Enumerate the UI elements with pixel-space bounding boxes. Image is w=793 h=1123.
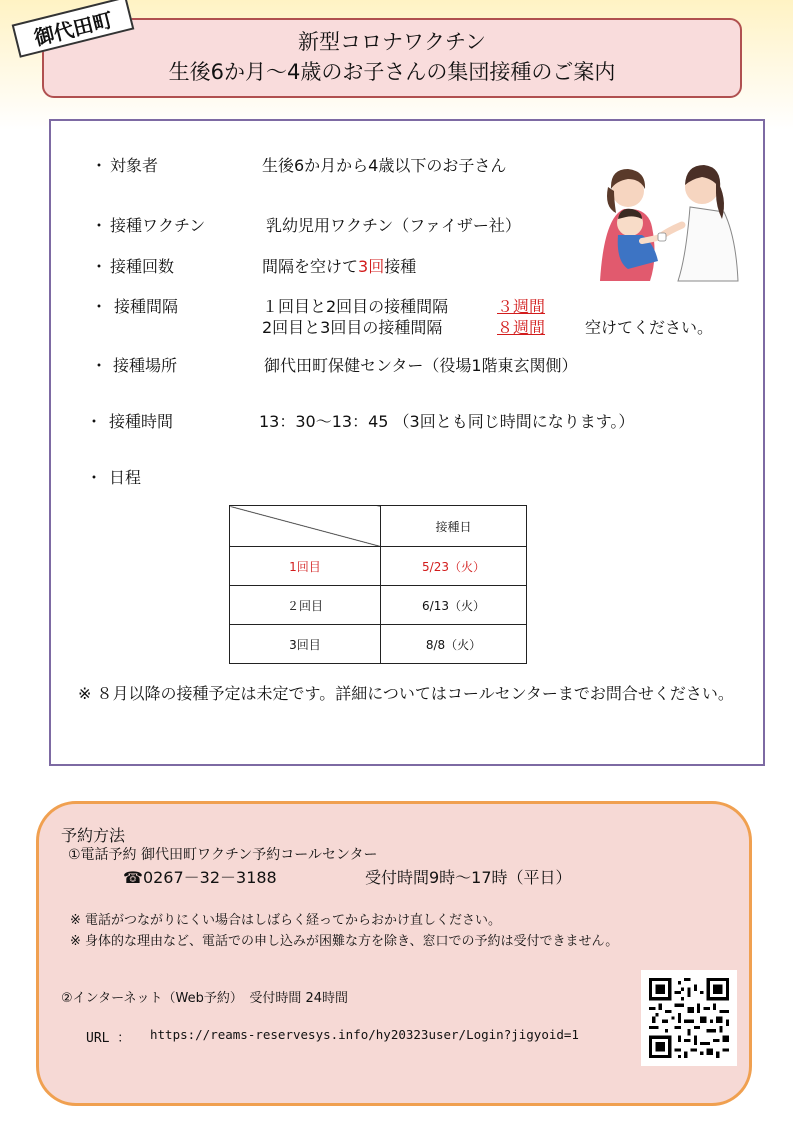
schedule-note: ※ ８月以降の接種予定は未定です。詳細についてはコールセンターまでお問合せください。 — [78, 684, 734, 703]
schedule-label: 日程 — [109, 468, 142, 487]
dose-count-highlight: 3回 — [358, 257, 385, 276]
dose-count-value — [262, 256, 416, 278]
phone-hours: 受付時間9時～17時（平日） — [365, 868, 572, 887]
bullet: ・ — [91, 297, 108, 316]
phone-title: ①電話予約 御代田町ワクチン予約コールセンター — [68, 847, 378, 863]
interval-line2: 2回目と3回目の接種間隔 — [262, 318, 443, 337]
bullet: ・ — [86, 468, 103, 487]
time-label: 接種時間 — [109, 412, 174, 431]
dose-cell: 3回目 — [230, 625, 381, 664]
url-label: URL ： — [86, 1031, 131, 1046]
interval-line2-weeks: ８週間 — [497, 318, 546, 337]
bullet: ・ — [91, 156, 108, 175]
title-line1: 新型コロナワクチン — [298, 30, 486, 54]
date-cell: 8/8（火） — [381, 625, 527, 664]
vaccine-value: 乳幼児用ワクチン（ファイザー社） — [266, 216, 521, 235]
reservation-heading: 予約方法 — [61, 826, 126, 845]
phone-note-2: ※ 身体的な理由など、電話での申し込みが困難な方を除き、窓口での予約は受付できません。 — [70, 934, 619, 949]
interval-line1-weeks: ３週間 — [497, 297, 546, 316]
table-row — [230, 586, 527, 625]
dose-cell: ２回目 — [230, 586, 381, 625]
interval-line2-post: 空けてください。 — [585, 318, 714, 337]
reservation-url-link[interactable]: https://reams-reservesys.info/hy20323user/Login?jigyoid=1 — [150, 1027, 579, 1042]
dose-count-post: 接種 — [384, 257, 417, 276]
table-row — [230, 625, 527, 664]
schedule-table — [229, 505, 527, 664]
dose-count-label: 接種回数 — [110, 257, 175, 276]
date-cell: 6/13（火） — [381, 586, 527, 625]
vaccination-illustration — [598, 157, 740, 282]
table-header-date: 接種日 — [381, 506, 527, 547]
web-title: ②インターネット（Web予約） 受付時間 24時間 — [61, 991, 349, 1006]
location-value: 御代田町保健センター（役場1階東玄関側） — [264, 356, 578, 375]
phone-icon: ☎ — [123, 868, 143, 887]
dose-count-pre: 間隔を空けて — [262, 257, 359, 276]
title-banner — [42, 18, 742, 98]
target-label: 対象者 — [110, 156, 159, 175]
target-value: 生後6か月から4歳以下のお子さん — [262, 156, 507, 175]
time-value: 13：30～13：45 （3回とも同じ時間になります。） — [259, 412, 635, 431]
dose-cell: 1回目 — [230, 547, 381, 586]
phone-note-1: ※ 電話がつながりにくい場合はしばらく経ってからおかけ直しください。 — [70, 913, 502, 928]
town-tag: 御代田町 — [12, 0, 135, 58]
interval-line1: １回目と2回目の接種間隔 — [262, 297, 449, 316]
phone-number-line — [123, 865, 277, 888]
bullet: ・ — [91, 356, 108, 375]
bullet: ・ — [91, 257, 108, 276]
table-row — [230, 547, 527, 586]
bullet: ・ — [86, 412, 103, 431]
qr-code[interactable] — [641, 970, 737, 1066]
interval-label: 接種間隔 — [114, 297, 179, 316]
phone-number: 0267－32－3188 — [142, 868, 277, 887]
vaccine-label: 接種ワクチン — [110, 216, 206, 235]
location-label: 接種場所 — [113, 356, 178, 375]
table-corner-cell — [230, 506, 381, 547]
date-cell: 5/23（火） — [381, 547, 527, 586]
title-line2: 生後6か月～4歳のお子さんの集団接種のご案内 — [168, 60, 616, 84]
bullet: ・ — [91, 216, 108, 235]
